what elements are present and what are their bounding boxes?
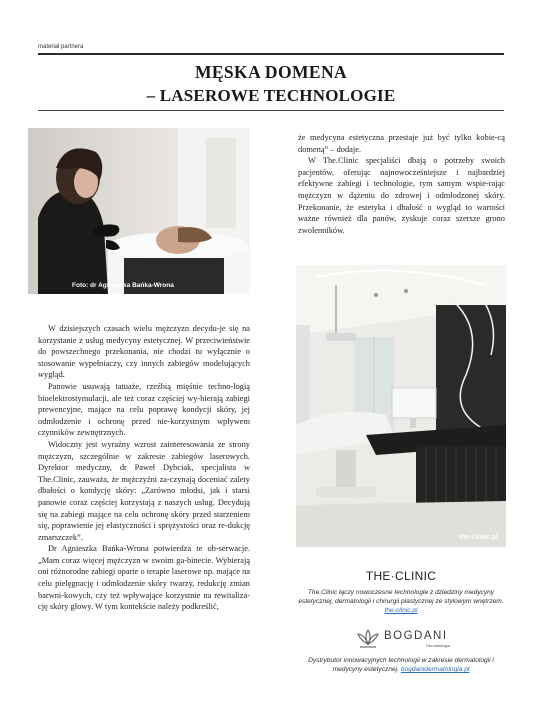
the-clinic-description: The.Clinic łączy nowoczesne technologie z dziedziny medycyny estetycznej, dermatologii i chirurgii plastycznej ze stylowym wnętrzem. <box>298 589 504 605</box>
the-clinic-blurb <box>296 588 506 615</box>
the-clinic-logo: THE·CLINIC <box>365 569 437 583</box>
clinic-interior-photo <box>296 265 506 547</box>
paragraph: Widoczny jest wyraźny wzrost zainteresowania ze strony mężczyzn, szczególnie w zakresie zabiegów laserowych. Dyrektor medyczny, dr Paweł Dybciak, specjalista w The.Clinic, zauważa, że mężczyźni za-czynają doceniać zalety dbałości o kondycję skóry: „Zarówno młodsi, jak i starsi panowie coraz częściej korzystają z naszych usług. Decydują się na zabiegi mające na celu ochronę skóry przed starzeniem się, poprawienie jej elastyczności i sprężystości oraz re-dukcję zmarszczek”. <box>38 439 250 542</box>
paragraph: że medycyna estetyczna przestaje już być tylko kobie-cą domeną” – dodaje. <box>298 133 505 154</box>
paragraph: W The.Clinic specjaliści dbają o potrzeby swoich pacjentów, oferując najnowocześniejsze i najbardziej efektywne zabiegi i technologie, tym samym wspie-rając mężczyzn w dążeniu do zdrowej i odmłodzonej skóry. Przekonanie, że estetyka i dbałość o wygląd to wartości ważne również dla panów, zyskuje coraz szersze grono zwolenników. <box>298 156 505 235</box>
header-rule <box>38 53 504 55</box>
photo-source: the-clinic.pl <box>459 534 498 541</box>
clinic-interior-illustration <box>296 265 506 547</box>
bogdani-wordmark: BOGDANI <box>384 630 448 642</box>
kicker: materiał partnera <box>38 44 84 50</box>
doctor-patient-photo <box>28 128 250 294</box>
paragraph: Panowie usuwają tatuaże, rzeźbią mięśnie techno-logią bioelektrostymulacji, ale też coraz częściej wy-bierają zabiegi prewencyjne, mające na celu poprawę kondycji skóry, jej odmłodzenie i ochronę przed nie-korzystnym wpływem czynników zewnętrznych. <box>38 381 250 438</box>
article-title: MĘSKA DOMENA <box>194 62 348 82</box>
photo-credit: Foto: dr Agnieszka Bańka-Wrona <box>72 282 174 289</box>
article-subtitle: – LASEROWE TECHNOLOGIE <box>146 86 396 105</box>
the-clinic-link[interactable]: the-clinic.pl <box>384 607 418 614</box>
lotus-icon <box>356 628 380 650</box>
paragraph: W dzisiejszych czasach wielu mężczyzn decydu-je się na korzystanie z usług medycyny estetycznej. W przeciwieństwie do powszechnego przekonania, nie chodzi tu wyłącznie o stosowanie wypełniaczy, czy innych zabiegów modelujących wygląd. <box>38 324 250 380</box>
right-column <box>298 132 505 236</box>
left-column <box>38 323 250 613</box>
bogdani-description: Dystrybutor innowacyjnych technologii w zakresie dermatologii i medycyny estetycznej. <box>308 657 494 673</box>
bogdani-logo <box>356 628 486 652</box>
subtitle-rule <box>38 110 504 111</box>
bogdani-subtitle: Dermatologia <box>426 643 450 648</box>
bogdani-link[interactable]: bogdanidermatologia.pl <box>400 666 470 673</box>
doctor-patient-illustration <box>28 128 250 294</box>
paragraph: Dr Agnieszka Bańka-Wrona potwierdza te ob-serwacje. „Mam coraz więcej mężczyzn w swoim ga-binecie. Wybierają oni różnorodne zabiegi oparte o terapie laserowe np. mające na celu pielęgnację i odmłodzenie skóry twarzy, redukcję zmian barwni-kowych, czy też wpływające korzystnie na rewitaliza-cję skóry głowy. W tym kontekście należy podkreślić, <box>38 544 250 612</box>
bogdani-blurb <box>296 656 506 674</box>
